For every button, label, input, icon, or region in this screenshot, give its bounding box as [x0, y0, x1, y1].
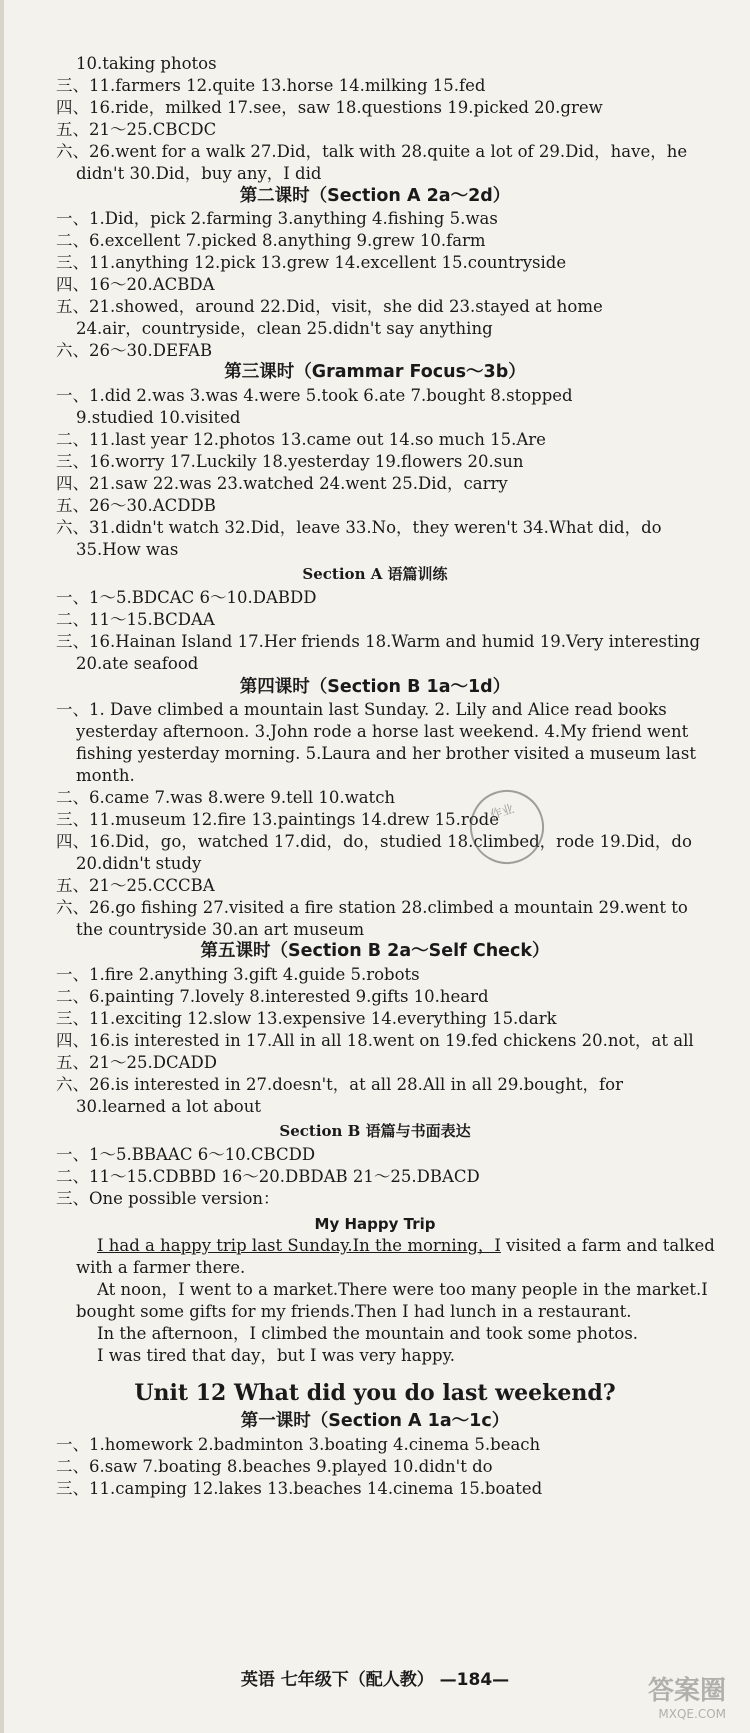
- answer-line: 三、11.anything 12.pick 13.grew 14.excellent 15.countryside: [56, 253, 567, 272]
- answer-line: yesterday afternoon. 3.John rode a horse last weekend. 4.My friend went: [76, 722, 689, 741]
- section-heading: 第三课时（Grammar Focus～3b）: [224, 362, 526, 382]
- answer-line: 三、16.worry 17.Luckily 18.yesterday 19.flowers 20.sun: [56, 452, 524, 471]
- answer-line: 四、21.saw 22.was 23.watched 24.went 25.Did，carry: [56, 474, 508, 493]
- answer-line: 一、1～5.BBAAC 6～10.CBCDD: [56, 1145, 316, 1164]
- essay-text: visited a farm and talked: [506, 1236, 715, 1255]
- watermark-text: 答案圈: [647, 1676, 726, 1706]
- answer-line: 三、11.exciting 12.slow 13.expensive 14.everything 15.dark: [56, 1009, 557, 1028]
- answer-line: 三、11.farmers 12.quite 13.horse 14.milking 15.fed: [56, 76, 486, 95]
- answer-line: 二、6.came 7.was 8.were 9.tell 10.watch: [56, 788, 396, 807]
- answer-line: 四、16.is interested in 17.All in all 18.went on 19.fed chickens 20.not，at all: [56, 1031, 694, 1050]
- answer-line: 六、26.is interested in 27.doesn't，at all 28.All in all 29.bought，for: [56, 1075, 623, 1094]
- answer-line: 24.air，countryside，clean 25.didn't say anything: [76, 319, 493, 338]
- essay-line: [97, 1234, 730, 1258]
- answer-line: 二、11～15.BCDAA: [56, 610, 215, 629]
- answer-line: 35.How was: [76, 540, 179, 559]
- answer-line: 五、21～25.DCADD: [56, 1053, 217, 1072]
- answer-line: 四、16.ride，milked 17.see，saw 18.questions 19.picked 20.grew: [56, 98, 603, 117]
- essay-line: At noon，I went to a market.There were too many people in the market.I: [97, 1280, 708, 1299]
- section-heading: Section A 语篇训练: [302, 565, 448, 583]
- page-edge: [0, 0, 4, 1733]
- section-heading: 第四课时（Section B 1a～1d）: [239, 677, 511, 697]
- answer-line: 二、6.painting 7.lovely 8.interested 9.gifts 10.heard: [56, 987, 489, 1006]
- answer-line: 一、1.fire 2.anything 3.gift 4.guide 5.robots: [56, 965, 420, 984]
- section-heading: Section B 语篇与书面表达: [279, 1122, 471, 1140]
- section-heading: 第一课时（Section A 1a～1c）: [240, 1411, 510, 1431]
- answer-line: 六、26.go fishing 27.visited a fire station 28.climbed a mountain 29.went to: [56, 898, 688, 917]
- answer-line: 六、26～30.DEFAB: [56, 341, 213, 360]
- essay-underlined-phrase: I had a happy trip last Sunday.In the morning，I: [97, 1236, 501, 1255]
- answer-line: 三、One possible version：: [56, 1189, 280, 1208]
- essay-line: I was tired that day，but I was very happy.: [97, 1346, 455, 1365]
- answer-line: 10.taking photos: [76, 54, 217, 73]
- answer-line: 一、1～5.BDCAC 6～10.DABDD: [56, 588, 317, 607]
- answer-line: the countryside 30.an art museum: [76, 920, 365, 939]
- essay-title: My Happy Trip: [314, 1215, 436, 1233]
- answer-line: 一、1. Dave climbed a mountain last Sunday. 2. Lily and Alice read books: [56, 700, 667, 719]
- answer-line: fishing yesterday morning. 5.Laura and her brother visited a museum last: [76, 744, 696, 763]
- answer-line: 五、21～25.CBCDC: [56, 120, 217, 139]
- answer-line: 六、26.went for a walk 27.Did，talk with 28.quite a lot of 29.Did，have，he: [56, 142, 688, 161]
- answer-line: 20.didn't study: [76, 854, 202, 873]
- answer-line: 三、11.museum 12.fire 13.paintings 14.drew 15.rode: [56, 810, 499, 829]
- answer-line: 四、16.Did，go，watched 17.did，do，studied 18.climbed，rode 19.Did，do: [56, 832, 692, 851]
- answer-line: 一、1.homework 2.badminton 3.boating 4.cinema 5.beach: [56, 1435, 541, 1454]
- page-footer: 英语 七年级下（配人教） —184—: [240, 1670, 510, 1690]
- watermark-url: MXQE.COM: [658, 1707, 726, 1721]
- answer-line: 三、11.camping 12.lakes 13.beaches 14.cinema 15.boated: [56, 1479, 543, 1498]
- answer-line: 二、6.saw 7.boating 8.beaches 9.played 10.didn't do: [56, 1457, 493, 1476]
- answer-line: 一、1.did 2.was 3.was 4.were 5.took 6.ate 7.bought 8.stopped: [56, 386, 573, 405]
- answer-line: 六、31.didn't watch 32.Did，leave 33.No，they weren't 34.What did，do: [56, 518, 662, 537]
- answer-line: 四、16～20.ACBDA: [56, 275, 215, 294]
- answer-line: didn't 30.Did，buy any，I did: [76, 164, 322, 183]
- answer-line: 一、1.Did，pick 2.farming 3.anything 4.fishing 5.was: [56, 209, 498, 228]
- answer-line: 二、11～15.CDBBD 16～20.DBDAB 21～25.DBACD: [56, 1167, 480, 1186]
- answer-line: 9.studied 10.visited: [76, 408, 241, 427]
- essay-line: bought some gifts for my friends.Then I had lunch in a restaurant.: [76, 1302, 632, 1321]
- essay-line: In the afternoon，I climbed the mountain and took some photos.: [97, 1324, 639, 1343]
- answer-line: 三、16.Hainan Island 17.Her friends 18.Warm and humid 19.Very interesting: [56, 632, 701, 651]
- answer-line: 20.ate seafood: [76, 654, 199, 673]
- answer-line: 二、6.excellent 7.picked 8.anything 9.grew 10.farm: [56, 231, 486, 250]
- section-heading: 第二课时（Section A 2a～2d）: [239, 186, 511, 206]
- answer-line: 五、21～25.CCCBA: [56, 876, 215, 895]
- answer-line: month.: [76, 766, 135, 785]
- answer-line: 五、21.showed，around 22.Did，visit，she did 23.stayed at home: [56, 297, 603, 316]
- answer-line: 二、11.last year 12.photos 13.came out 14.so much 15.Are: [56, 430, 546, 449]
- answer-line: 五、26～30.ACDDB: [56, 496, 216, 515]
- stamp-label: 作业: [488, 801, 516, 823]
- answer-line: 30.learned a lot about: [76, 1097, 261, 1116]
- site-watermark: [606, 1670, 726, 1724]
- essay-line: with a farmer there.: [76, 1258, 246, 1277]
- section-heading: 第五课时（Section B 2a～Self Check）: [200, 941, 550, 961]
- unit-title: Unit 12 What did you do last weekend?: [134, 1380, 616, 1406]
